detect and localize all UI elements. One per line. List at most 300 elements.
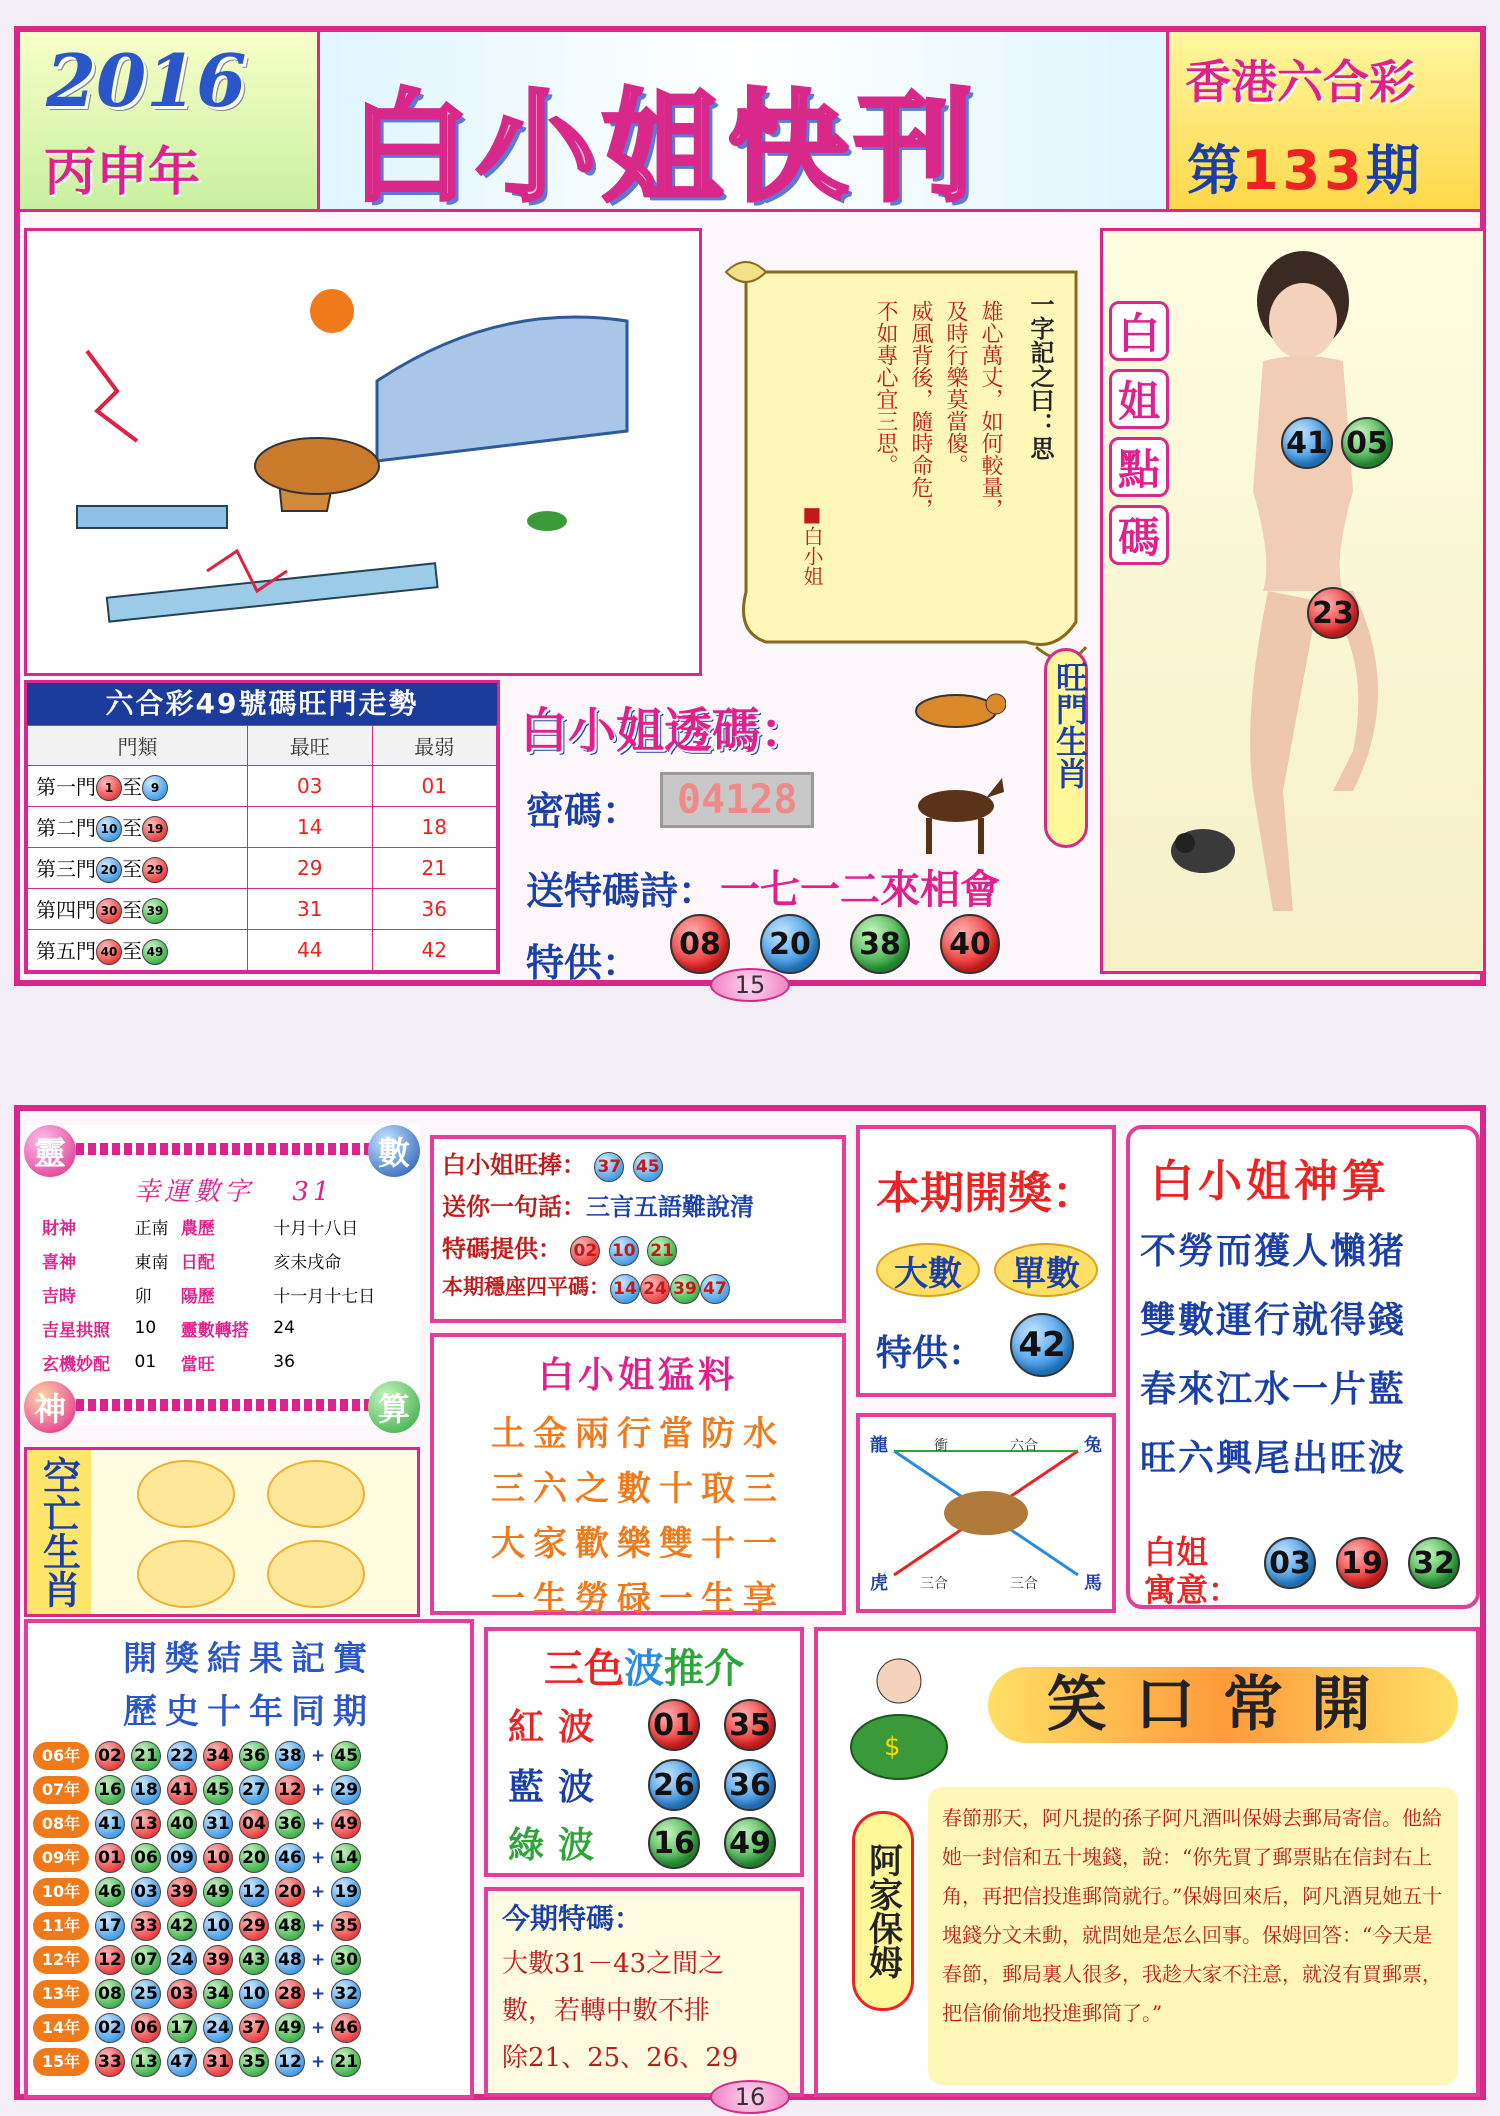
special-ball-2: 20 — [760, 914, 820, 974]
history-ball: 09 — [167, 1843, 197, 1873]
history-ball: 12 — [95, 1945, 125, 1975]
divine-line-2: 雙數運行就得錢 — [1140, 1300, 1407, 1341]
poem-text: 一七一二來相會 — [720, 867, 1000, 913]
history-plus: + — [311, 2052, 326, 2072]
trend-table-title: 六合彩49號碼旺門走勢 — [27, 683, 497, 725]
draw-tag-1: 大數 — [876, 1243, 980, 1297]
waves-title-c: 推介 — [664, 1646, 744, 1692]
luck-title-text: 幸運數字 — [134, 1177, 255, 1207]
history-special-ball: 30 — [331, 1945, 361, 1975]
history-row — [30, 2011, 364, 2045]
wave-blue-ball-a: 26 — [648, 1759, 700, 1811]
history-plus: + — [311, 2018, 326, 2038]
compass-graphic — [860, 1417, 1112, 1609]
info-line-2 — [442, 1187, 834, 1229]
scroll-line-1: 雄心萬丈，如何較量， — [978, 300, 1003, 520]
history-special-ball: 45 — [331, 1741, 361, 1771]
history-ball: 03 — [131, 1877, 161, 1907]
code-value: 04128 — [660, 772, 814, 828]
scroll-line-3: 威風背後，隨時命危， — [908, 300, 933, 520]
fierce-panel — [430, 1333, 846, 1619]
divine-ball-3: 32 — [1408, 1537, 1460, 1589]
luck-row — [42, 1345, 412, 1379]
trend-hot: 31 — [248, 889, 373, 930]
header-year: 2016 — [46, 38, 247, 123]
svg-text:$: $ — [884, 1732, 901, 1762]
luck-row — [42, 1311, 412, 1345]
wave-green-ball-a: 16 — [648, 1817, 700, 1869]
trend-row-label — [28, 766, 248, 807]
history-plus: + — [311, 1780, 326, 1800]
compass-top-mid2: 六合 — [1010, 1438, 1038, 1454]
point-title — [1109, 301, 1173, 565]
history-ball: 12 — [275, 2047, 305, 2077]
history-plus: + — [311, 1814, 326, 1834]
trend-cold: 21 — [372, 848, 497, 889]
history-ball: 22 — [167, 1741, 197, 1771]
history-ball: 03 — [167, 1979, 197, 2009]
empty-zodiac-panel — [24, 1447, 420, 1617]
waves-title-b: 波 — [624, 1646, 664, 1692]
history-special-ball: 19 — [331, 1877, 361, 1907]
trend-to-ball: 49 — [142, 939, 168, 965]
luck-cell: 日配 — [180, 1252, 215, 1273]
page-number-15: 15 — [710, 968, 790, 1002]
trend-to-ball: 39 — [142, 898, 168, 924]
header-title-box — [320, 32, 1166, 212]
history-ball: 29 — [239, 1911, 269, 1941]
wave-row-green — [508, 1817, 798, 1873]
fierce-line-2: 三六之數十取三 — [491, 1469, 785, 1509]
history-year: 15年 — [33, 2048, 89, 2076]
luck-corner-tr: 數 — [368, 1125, 420, 1177]
page-number-16: 16 — [710, 2080, 790, 2114]
history-ball: 13 — [131, 1809, 161, 1839]
header-year-name: 丙申年 — [44, 143, 201, 203]
poem-scroll — [706, 252, 1096, 672]
history-year: 09年 — [33, 1844, 89, 1872]
rooster-icon — [267, 1540, 365, 1608]
luck-cell: 十月十八日 — [273, 1218, 359, 1239]
compass-bottom-mid1: 三合 — [920, 1576, 948, 1592]
luck-cell: 36 — [273, 1352, 295, 1372]
luck-row — [42, 1209, 412, 1243]
money-bag-icon — [844, 1651, 954, 1781]
waves-panel — [484, 1627, 804, 1877]
special-ball-3: 38 — [850, 914, 910, 974]
history-ball: 27 — [239, 1775, 269, 1805]
luck-cell: 東南 — [134, 1252, 169, 1273]
trend-row-label — [28, 930, 248, 971]
history-ball: 07 — [131, 1945, 161, 1975]
history-year: 14年 — [33, 2014, 89, 2042]
draw-title: 本期開獎： — [876, 1168, 1096, 1219]
trend-from-ball: 10 — [96, 816, 122, 842]
history-ball: 34 — [203, 1741, 233, 1771]
history-ball: 48 — [275, 1911, 305, 1941]
divine-ball-2: 19 — [1336, 1537, 1388, 1589]
history-ball: 37 — [239, 2013, 269, 2043]
luck-cell: 正南 — [134, 1218, 169, 1239]
luck-corner-bl: 神 — [24, 1381, 76, 1433]
history-row — [30, 1943, 364, 1977]
trend-hot: 14 — [248, 807, 373, 848]
trend-cold: 01 — [372, 766, 497, 807]
draw-panel — [856, 1125, 1116, 1397]
luck-cell: 01 — [134, 1352, 157, 1372]
history-ball: 06 — [131, 2013, 161, 2043]
trend-from-ball: 1 — [96, 775, 122, 801]
history-ball: 25 — [131, 1979, 161, 2009]
divine-line-4: 旺六興尾出旺波 — [1140, 1438, 1407, 1479]
info-l3-label: 特碼提供： — [442, 1234, 562, 1263]
history-ball: 13 — [131, 2047, 161, 2077]
point-title-char-1: 白 — [1109, 301, 1169, 361]
trend-row-name: 第一門 — [36, 774, 96, 799]
cartoon-panel — [24, 228, 702, 676]
luck-cell: 喜神 — [42, 1252, 76, 1273]
snake-icon — [267, 1460, 365, 1528]
trend-from-ball: 20 — [96, 857, 122, 883]
today-code-panel — [484, 1887, 804, 2097]
trend-from-ball: 40 — [96, 939, 122, 965]
divine-line-1: 不勞而獲人懶猪 — [1140, 1231, 1407, 1272]
wave-green-ball-b: 49 — [724, 1817, 776, 1869]
luck-cell: 財神 — [42, 1218, 76, 1239]
special-label: 特供： — [526, 941, 641, 985]
history-ball: 39 — [167, 1877, 197, 1907]
history-ball: 24 — [167, 1945, 197, 1975]
info-l4-ball: 14 — [610, 1274, 640, 1304]
info-l4-ball: 39 — [670, 1274, 700, 1304]
history-special-ball: 21 — [331, 2047, 361, 2077]
history-ball: 33 — [95, 2047, 125, 2077]
trend-row-label — [28, 889, 248, 930]
history-ball: 39 — [203, 1945, 233, 1975]
history-row — [30, 1773, 364, 1807]
zodiac-label-text: 旺門生肖 — [1051, 661, 1089, 789]
model-panel — [1100, 228, 1486, 974]
scroll-line-2: 及時行樂莫當傻。 — [943, 300, 968, 476]
waves-title-a: 三色 — [544, 1646, 624, 1692]
history-ball: 20 — [275, 1877, 305, 1907]
header-issue-box — [1166, 32, 1480, 212]
history-plus: + — [311, 1950, 326, 1970]
history-ball: 49 — [275, 2013, 305, 2043]
info-l3-ball: 21 — [647, 1236, 677, 1266]
history-ball: 46 — [95, 1877, 125, 1907]
trend-hot: 44 — [248, 930, 373, 971]
model-ball-2: 05 — [1341, 417, 1393, 469]
history-ball: 31 — [203, 2047, 233, 2077]
special-ball-1: 08 — [670, 914, 730, 974]
history-ball: 18 — [131, 1775, 161, 1805]
history-ball: 24 — [203, 2013, 233, 2043]
luck-cell: 農歷 — [180, 1218, 215, 1239]
info-line-3 — [442, 1229, 834, 1271]
horse-image — [906, 768, 1006, 858]
issue-suffix: 期 — [1365, 139, 1420, 202]
history-plus: + — [311, 1746, 326, 1766]
info-l1-ball: 45 — [633, 1152, 663, 1182]
wave-row-blue — [508, 1759, 798, 1815]
zodiac-label — [1044, 648, 1088, 848]
luck-panel — [24, 1125, 420, 1428]
trend-row — [28, 889, 497, 930]
history-ball: 21 — [131, 1741, 161, 1771]
history-row — [30, 2045, 364, 2079]
trend-to-ball: 19 — [142, 816, 168, 842]
history-ball: 49 — [203, 1877, 233, 1907]
history-ball: 47 — [167, 2047, 197, 2077]
history-row — [30, 1841, 364, 1875]
history-year: 13年 — [33, 1980, 89, 2008]
issue-label — [1187, 128, 1420, 205]
info-line-4 — [442, 1271, 834, 1313]
history-ball: 17 — [167, 2013, 197, 2043]
today-code-line-1: 大數31－43之間之 — [502, 1949, 725, 1979]
history-ball: 02 — [95, 1741, 125, 1771]
divine-panel — [1126, 1125, 1480, 1609]
history-ball: 08 — [95, 1979, 125, 2009]
point-title-char-4: 碼 — [1109, 505, 1169, 565]
trend-row-label — [28, 807, 248, 848]
fierce-line-1: 土金兩行當防水 — [491, 1414, 785, 1454]
poem-label: 送特碼詩： — [526, 869, 717, 913]
history-title-1: 開獎結果記實 — [123, 1639, 375, 1679]
today-code-line-3: 除21、25、26、29 — [502, 2043, 739, 2073]
today-code-line-2: 數，若轉中數不排 — [502, 1996, 711, 2026]
luck-top-bar — [64, 1143, 380, 1155]
luck-row — [42, 1277, 412, 1311]
wave-green-label: 綠波 — [508, 1824, 609, 1866]
divine-line-3: 春來江水一片藍 — [1140, 1369, 1407, 1410]
trend-cold: 42 — [372, 930, 497, 971]
compass-bottom-left: 虎 — [870, 1573, 888, 1594]
trend-header-type: 門類 — [28, 726, 248, 766]
header-title: 白小姐快刊 — [350, 77, 980, 212]
info-line-1 — [442, 1145, 834, 1187]
wave-row-red — [508, 1699, 798, 1755]
trend-row-name: 第四門 — [36, 897, 96, 922]
compass-panel — [856, 1413, 1116, 1613]
history-year: 12年 — [33, 1946, 89, 1974]
wave-blue-label: 藍波 — [508, 1766, 609, 1808]
trend-row — [28, 766, 497, 807]
history-special-ball: 29 — [331, 1775, 361, 1805]
scroll-line-4: 不如專心宜三思。 — [873, 300, 898, 476]
luck-title — [134, 1171, 333, 1208]
issue-number: 133 — [1241, 139, 1366, 202]
model-ball-3: 23 — [1307, 587, 1359, 639]
trend-row — [28, 930, 497, 971]
joke-text: 春節那天，阿凡提的孫子阿凡酒叫保姆去郵局寄信。他給她一封信和五十塊錢，說：“你先買了郵票貼在信封右上角，再把信投進郵筒就行。”保姆回來后，阿凡酒見她五十塊錢分文未動，就問她是怎么回事。保姆回答：“今天是春節，郵局裏人很多，我趁大家不注意，就沒有買郵票，把信偷偷地投進郵筒了。” — [928, 1787, 1458, 2085]
luck-cell: 10 — [134, 1318, 157, 1338]
history-plus: + — [311, 1916, 326, 1936]
info-l4-ball: 24 — [640, 1274, 670, 1304]
trend-header-hot: 最旺 — [248, 726, 373, 766]
history-plus: + — [311, 1882, 326, 1902]
issue-prefix: 第 — [1187, 139, 1241, 202]
history-year: 11年 — [33, 1912, 89, 1940]
empty-zodiac-label: 空亡生肖 — [27, 1450, 91, 1614]
trend-to-word: 至 — [122, 856, 142, 881]
luck-cell: 亥未戌命 — [273, 1252, 342, 1273]
waves-title — [488, 1637, 800, 1694]
fierce-line-3: 大家歡樂雙十一 — [491, 1524, 785, 1564]
header-year-box — [20, 32, 320, 212]
luck-cell: 玄機妙配 — [42, 1354, 110, 1375]
info-l4-ball: 47 — [700, 1274, 730, 1304]
trend-to-word: 至 — [122, 938, 142, 963]
history-ball: 45 — [203, 1775, 233, 1805]
history-ball: 10 — [203, 1843, 233, 1873]
history-year: 07年 — [33, 1776, 89, 1804]
history-ball: 04 — [239, 1809, 269, 1839]
history-ball: 28 — [275, 1979, 305, 2009]
history-ball: 40 — [167, 1809, 197, 1839]
joke-subtitle: 阿家保姆 — [852, 1811, 914, 2011]
fierce-title: 白小姐猛料 — [537, 1354, 738, 1396]
trend-row-name: 第二門 — [36, 815, 96, 840]
page-15 — [14, 26, 1486, 999]
trend-to-word: 至 — [122, 815, 142, 840]
history-ball: 16 — [95, 1775, 125, 1805]
info-l2-label: 送你一句話： — [442, 1192, 586, 1221]
history-ball: 02 — [95, 2013, 125, 2043]
luck-title-number: 31 — [292, 1177, 334, 1207]
history-ball: 33 — [131, 1911, 161, 1941]
history-special-ball: 46 — [331, 2013, 361, 2043]
trend-row — [28, 848, 497, 889]
point-title-char-2: 姐 — [1109, 369, 1169, 429]
trend-hot: 29 — [248, 848, 373, 889]
history-ball: 10 — [239, 1979, 269, 2009]
history-ball: 20 — [239, 1843, 269, 1873]
history-ball: 17 — [95, 1911, 125, 1941]
history-special-ball: 35 — [331, 1911, 361, 1941]
trend-cold: 36 — [372, 889, 497, 930]
history-special-ball: 32 — [331, 1979, 361, 2009]
luck-cell: 當旺 — [180, 1354, 215, 1375]
rat-icon — [137, 1460, 235, 1528]
history-row — [30, 1739, 364, 1773]
history-ball: 43 — [239, 1945, 269, 1975]
history-ball: 41 — [167, 1775, 197, 1805]
compass-top-right: 兔 — [1084, 1435, 1102, 1456]
cartoon-illustration — [27, 231, 699, 673]
history-table — [30, 1739, 364, 2079]
info-l3-ball: 10 — [609, 1236, 639, 1266]
luck-table — [42, 1209, 412, 1379]
page-16 — [14, 1105, 1486, 2111]
history-row — [30, 1977, 364, 2011]
trend-row-name: 第五門 — [36, 938, 96, 963]
trend-row-label — [28, 848, 248, 889]
history-row — [30, 1807, 364, 1841]
history-row — [30, 1909, 364, 1943]
divine-ball-1: 03 — [1264, 1537, 1316, 1589]
history-panel — [24, 1619, 474, 2099]
history-special-ball: 14 — [331, 1843, 361, 1873]
special-ball-4: 40 — [940, 914, 1000, 974]
trend-from-ball: 30 — [96, 898, 122, 924]
wave-red-ball-b: 35 — [724, 1699, 776, 1751]
history-row — [30, 1875, 364, 1909]
history-special-ball: 49 — [331, 1809, 361, 1839]
luck-row — [42, 1243, 412, 1277]
model-ball-1: 41 — [1281, 417, 1333, 469]
code-label: 密碼： — [526, 789, 641, 833]
trend-hot: 03 — [248, 766, 373, 807]
draw-special-ball: 42 — [1010, 1313, 1074, 1377]
history-ball: 10 — [203, 1911, 233, 1941]
info-panel — [430, 1135, 846, 1323]
history-plus: + — [311, 1848, 326, 1868]
draw-tag-2: 單數 — [994, 1243, 1098, 1297]
joke-panel — [814, 1627, 1480, 2097]
tiger-image — [906, 676, 1006, 746]
reveal-title: 白小姐透碼： — [520, 703, 809, 759]
luck-cell: 24 — [273, 1318, 295, 1338]
info-l1-ball: 37 — [594, 1152, 624, 1182]
trend-table-panel — [24, 680, 500, 974]
luck-cell: 靈數轉搭 — [180, 1320, 249, 1341]
compass-top-left: 龍 — [870, 1435, 888, 1456]
history-year: 08年 — [33, 1810, 89, 1838]
history-ball: 12 — [239, 1877, 269, 1907]
history-ball: 42 — [167, 1911, 197, 1941]
trend-to-word: 至 — [122, 774, 142, 799]
divine-meaning-label-2: 寓意： — [1144, 1571, 1241, 1609]
trend-header-cold: 最弱 — [372, 726, 497, 766]
history-year: 10年 — [33, 1878, 89, 1906]
fierce-line-4: 一生勞碌一生享 — [491, 1579, 785, 1619]
rabbit-icon — [137, 1540, 235, 1608]
luck-cell: 吉星拱照 — [42, 1320, 110, 1341]
luck-cell: 十一月十七日 — [273, 1286, 376, 1307]
history-ball: 36 — [275, 1809, 305, 1839]
history-year: 06年 — [33, 1742, 89, 1770]
compass-bottom-mid2: 三合 — [1010, 1576, 1038, 1592]
history-ball: 06 — [131, 1843, 161, 1873]
scroll-signature: ■白小姐 — [800, 502, 824, 586]
point-title-char-3: 點 — [1109, 437, 1169, 497]
scroll-heading: 一字記之曰：思 — [1026, 292, 1054, 460]
compass-bottom-right: 馬 — [1084, 1573, 1102, 1594]
trend-table — [27, 725, 497, 971]
wave-blue-ball-b: 36 — [724, 1759, 776, 1811]
history-ball: 38 — [275, 1741, 305, 1771]
info-l4-label: 本期穩座四平碼： — [442, 1274, 610, 1299]
history-plus: + — [311, 1984, 326, 2004]
draw-special-label: 特供： — [876, 1332, 985, 1374]
trend-row-name: 第三門 — [36, 856, 96, 881]
info-l1-label: 白小姐旺捧： — [442, 1150, 586, 1179]
trend-row — [28, 807, 497, 848]
compass-top-mid1: 衝 — [934, 1438, 948, 1454]
info-l3-ball: 02 — [570, 1236, 600, 1266]
wave-red-ball-a: 01 — [648, 1699, 700, 1751]
trend-to-word: 至 — [122, 897, 142, 922]
history-ball: 31 — [203, 1809, 233, 1839]
luck-cell: 陽歷 — [180, 1286, 215, 1307]
history-title-2: 歷史十年同期 — [123, 1692, 375, 1732]
lottery-name: 香港六合彩 — [1185, 55, 1415, 109]
history-ball: 01 — [95, 1843, 125, 1873]
trend-to-ball: 9 — [142, 775, 168, 801]
history-ball: 48 — [275, 1945, 305, 1975]
